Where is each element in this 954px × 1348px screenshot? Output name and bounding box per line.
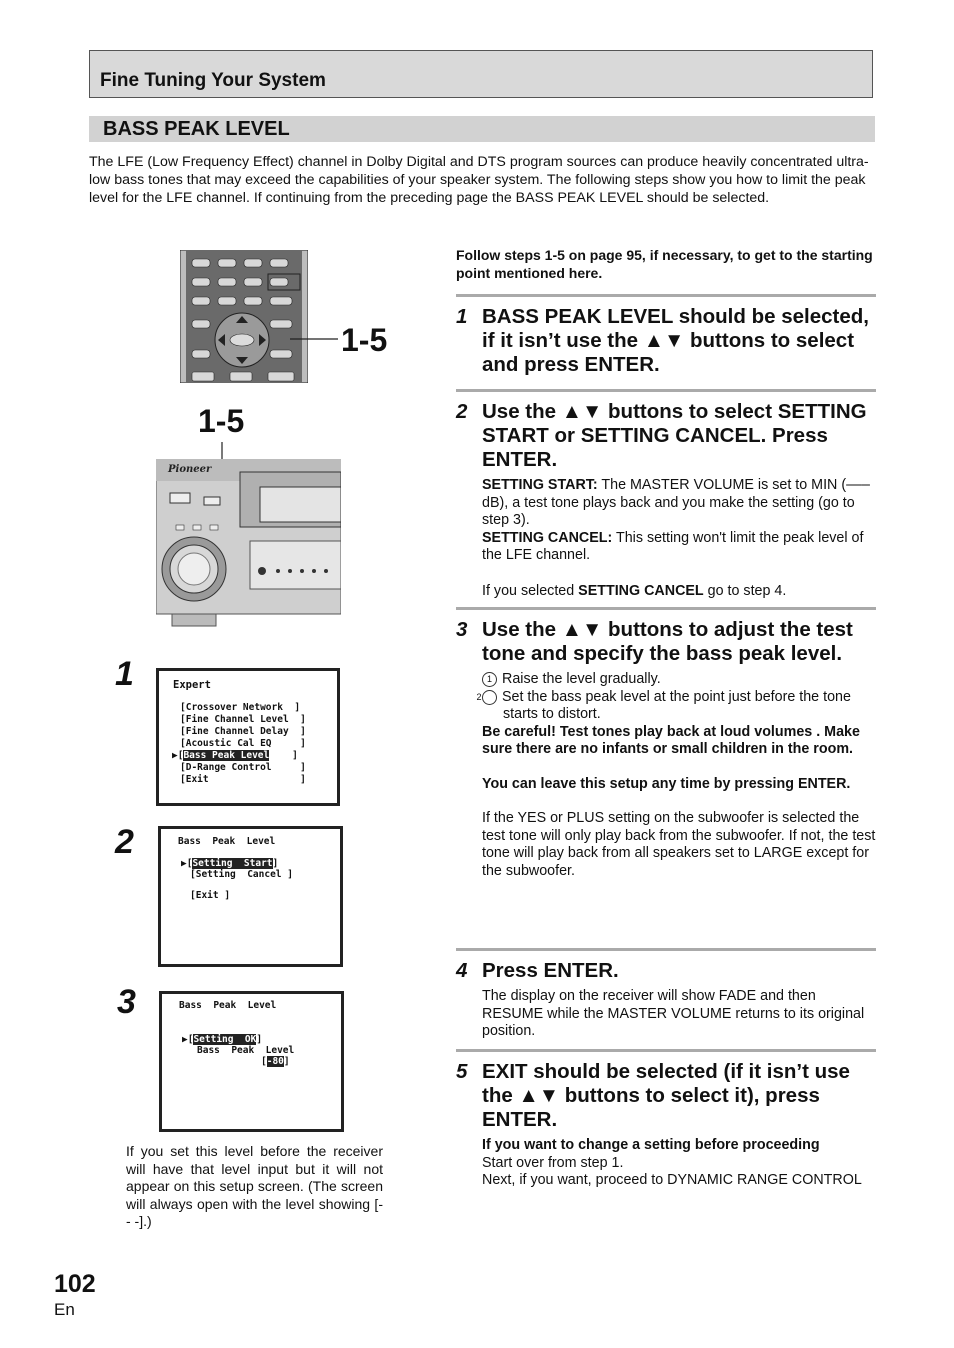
receiver-step-label: 1-5 — [198, 403, 245, 439]
setting-start-label: SETTING START: — [482, 477, 598, 493]
step-3 — [456, 607, 876, 880]
osd-title: Bass Peak Level — [178, 836, 276, 847]
brand-logo: Pioneer — [168, 464, 212, 475]
remote-step-label: 1-5 — [341, 322, 388, 358]
setting-cancel-text: This setting won't limit the peak level of the LFE channel. — [482, 529, 864, 563]
step-1 — [456, 294, 876, 377]
osd-item: [Fine Channel Level ] — [180, 714, 306, 725]
figure-note: If you set this level before the receiver will have that level input but it will not appear on this setup screen. (The screen will always open with the level showing [- - -].) — [126, 1143, 383, 1229]
step-body: The display on the receiver will show FADE and then RESUME while the MASTER VOLUME returns to its original position. — [482, 988, 865, 1039]
step-heading — [456, 305, 876, 377]
substep-text: Raise the level gradually. — [502, 671, 661, 687]
lead-instruction: Follow steps 1-5 on page 95, if necessary, to get to the starting point mentioned here. — [456, 247, 873, 281]
page-number: 102 — [54, 1270, 96, 1298]
step-body — [456, 1137, 876, 1190]
osd-2-number: 2 — [115, 823, 134, 861]
osd-selected-row: ▶[Bass Peak Level ] — [172, 750, 298, 761]
start-over-text: Start over from step 1. — [482, 1154, 624, 1171]
setting-start-desc — [482, 477, 876, 530]
cancel-note — [482, 583, 876, 601]
osd-screen-bass-peak-level — [159, 991, 344, 1132]
step-number: 4 — [456, 959, 468, 982]
osd-3-number: 3 — [117, 983, 136, 1021]
osd-item: [D-Range Control ] — [180, 762, 306, 773]
osd-screen-expert — [156, 668, 340, 806]
step-heading-text: BASS PEAK LEVEL should be selected, if it isn’t use the ▲▼ buttons to select and press ENTER. — [482, 305, 869, 376]
circled-number: 1 — [482, 672, 497, 687]
remote-callout-line — [290, 330, 340, 350]
substep-1 — [482, 671, 876, 689]
substep-2 — [476, 688, 876, 724]
step-heading — [456, 618, 876, 666]
osd-setting-cancel: [Setting Cancel ] — [190, 869, 293, 880]
page-title: BASS PEAK LEVEL — [103, 118, 290, 140]
step-number: 1 — [456, 305, 468, 328]
cursor-arrow-icon: ▶[ — [182, 1034, 194, 1045]
osd-setting-start: Setting Start — [192, 858, 273, 869]
section-title: Fine Tuning Your System — [100, 70, 326, 91]
step-5 — [456, 1049, 876, 1190]
step-body — [456, 477, 876, 600]
osd-title: Bass Peak Level — [179, 1000, 277, 1011]
osd-item: [Acoustic Cal EQ ] — [180, 738, 306, 749]
step-number: 2 — [456, 400, 468, 423]
page-language: En — [54, 1300, 75, 1319]
loud-volume-warning: Be careful! Test tones play back at loud volumes . Make sure there are no infants or small children in the room. — [482, 723, 860, 757]
step-heading — [456, 959, 876, 983]
receiver-illustration — [156, 459, 341, 627]
step-heading-text: Use the ▲▼ buttons to adjust the test tone and specify the bass peak level. — [482, 618, 853, 665]
osd-item: [Fine Channel Delay ] — [180, 726, 306, 737]
subwoofer-note: If the YES or PLUS setting on the subwoofer is selected the test tone will only play back from the subwoofer. If not, the test tone will play back from all speakers set to LARGE except for the subwoofer. — [482, 810, 876, 879]
osd-selected-row: ▶[Setting OK] — [182, 1034, 263, 1045]
page-title-bar — [89, 116, 875, 142]
setting-start-text: The MASTER VOLUME is set to MIN (–––dB), a test tone plays back and you make the setting (go to step 3). — [482, 477, 870, 528]
step-number: 3 — [456, 618, 468, 641]
cancel-note-pre: If you selected — [482, 582, 579, 599]
step-4 — [456, 948, 876, 1041]
circled-number: 2 — [482, 690, 497, 705]
cancel-note-post: go to step 4. — [703, 582, 787, 599]
cursor-arrow-icon: ▶[ — [181, 858, 193, 869]
osd-item: [Crossover Network ] — [180, 702, 301, 713]
osd-level-label: Bass Peak Level — [197, 1045, 295, 1056]
leave-setup-note: You can leave this setup any time by pressing ENTER. — [482, 775, 851, 792]
step-heading — [456, 1060, 876, 1132]
osd-item-selected: Bass Peak Level — [183, 750, 270, 761]
cursor-arrow-icon: ▶[ — [172, 750, 184, 761]
osd-exit: [Exit ] — [190, 890, 231, 901]
osd-selected-row: ▶[Setting Start] — [181, 858, 279, 869]
osd-screen-bass-peak-start — [158, 826, 343, 967]
cancel-note-bold: SETTING CANCEL — [578, 582, 704, 599]
receiver-drawing — [156, 459, 341, 627]
osd-item: [Exit ] — [180, 774, 306, 785]
step-heading-text: EXIT should be selected (if it isn’t use the ▲▼ buttons to select it), press ENTER. — [482, 1060, 850, 1131]
intro-paragraph: The LFE (Low Frequency Effect) channel in Dolby Digital and DTS program sources can produce heavily concentrated ultra-low bass tones that may exceed the capabilities of your speaker system. The following steps show you how to limit the peak level for the LFE channel. If continuing from the preceding page the BASS PEAK LEVEL should be selected. — [89, 154, 869, 206]
next-step-text: Next, if you want, proceed to DYNAMIC RANGE CONTROL — [482, 1172, 862, 1188]
step-heading-text: Press ENTER. — [482, 959, 619, 982]
osd-level-value: -80 — [266, 1056, 284, 1067]
osd-setting-ok: Setting OK — [193, 1034, 257, 1045]
remote-illustration — [180, 250, 308, 383]
step-2 — [456, 389, 876, 600]
substep-text: Set the bass peak level at the point just before the tone starts to distort. — [502, 688, 851, 722]
setting-cancel-desc — [482, 530, 876, 565]
section-header — [89, 50, 873, 98]
setting-cancel-label: SETTING CANCEL: — [482, 529, 613, 546]
step-heading — [456, 400, 876, 472]
step-body — [456, 671, 876, 880]
osd-title: Expert — [173, 679, 211, 691]
step-heading-text: Use the ▲▼ buttons to select SETTING START or SETTING CANCEL. Press ENTER. — [482, 400, 867, 471]
step-number: 5 — [456, 1060, 468, 1083]
osd-1-number: 1 — [115, 655, 134, 693]
change-setting-heading: If you want to change a setting before proceeding — [482, 1137, 820, 1153]
osd-level-row: [-80] — [261, 1056, 290, 1067]
remote-drawing — [180, 250, 308, 383]
